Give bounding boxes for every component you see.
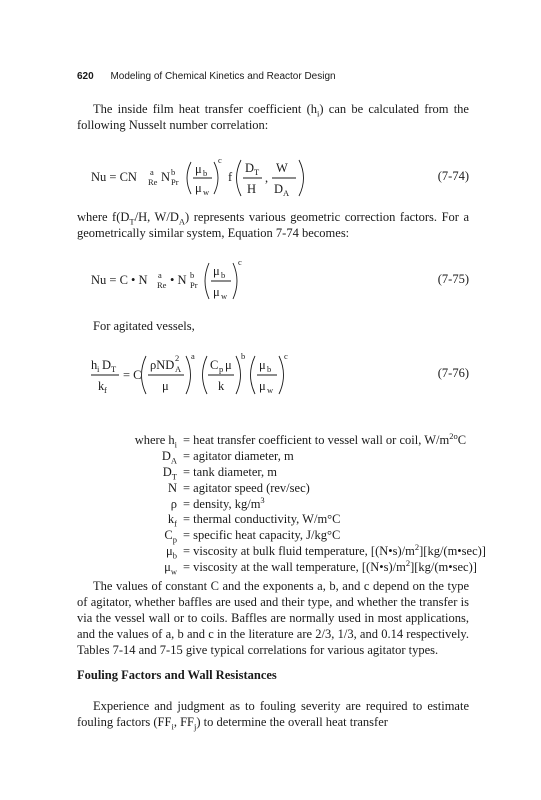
nomenclature-row bbox=[77, 512, 477, 528]
eq76-sub-f: f bbox=[104, 385, 107, 395]
text-run: Experience and judgment as to fouling severity are required to estimate fouling factors (FF bbox=[77, 699, 469, 729]
nomenclature-symbol bbox=[77, 544, 177, 560]
symbol-letter: k bbox=[167, 512, 175, 527]
eq76-exp-a: a bbox=[191, 351, 195, 361]
eq75-sub-pr: Pr bbox=[190, 280, 198, 290]
running-title: Modeling of Chemical Kinetics and Reactor Design bbox=[110, 71, 336, 82]
eq74-lhs: Nu = CN bbox=[91, 170, 137, 184]
text-run: The inside film heat transfer coefficient (h bbox=[93, 102, 318, 116]
eq76-sub-b: b bbox=[267, 364, 272, 374]
nomenclature-symbol bbox=[77, 465, 177, 481]
equation-number-7-76: (7-76) bbox=[437, 366, 469, 380]
equation-7-74 bbox=[77, 152, 469, 202]
symbol-letter: ρ bbox=[170, 496, 177, 511]
eq75-sub-re: Re bbox=[157, 280, 167, 290]
nomenclature-definition bbox=[183, 512, 341, 528]
symbol-subscript: b bbox=[172, 550, 177, 561]
nomenclature-row bbox=[77, 557, 477, 577]
eq76-rhond: ρND bbox=[150, 358, 175, 372]
nomenclature-definition bbox=[183, 557, 477, 576]
eq76-sub-t: T bbox=[111, 364, 117, 374]
symbol-letter: C bbox=[164, 528, 173, 543]
eq75-exp-b: b bbox=[190, 270, 195, 280]
symbol-subscript: i bbox=[174, 439, 177, 450]
nomenclature-row bbox=[77, 494, 477, 513]
eq76-h: h bbox=[91, 358, 98, 372]
eq75-exp-a: a bbox=[158, 270, 162, 280]
symbol-subscript: T bbox=[171, 471, 177, 482]
eq74-sub-pr: Pr bbox=[171, 177, 179, 187]
eq76-mu-num: μ bbox=[225, 358, 232, 372]
eq76-exp-b: b bbox=[241, 351, 246, 361]
paragraph-geometric bbox=[77, 209, 469, 241]
eq76-paren-right-1 bbox=[186, 356, 191, 394]
eq76-k: k bbox=[98, 379, 105, 393]
symbol-subscript: p bbox=[172, 534, 177, 545]
where-word: where bbox=[134, 433, 169, 447]
eq76-d: D bbox=[102, 358, 112, 372]
eq74-paren-left-1 bbox=[187, 162, 191, 194]
eq74-paren-right-2 bbox=[299, 160, 304, 196]
eq75-sub-w: w bbox=[221, 291, 228, 301]
text-run: ) represents various geometric correction factors. For a geometrically similar system, Equation 7-74 becomes: bbox=[77, 210, 470, 240]
eq74-sub-b: b bbox=[203, 168, 208, 178]
running-header bbox=[77, 71, 477, 82]
eq76-eq-c: = C bbox=[123, 368, 142, 382]
text-run: = agitator diameter, m bbox=[183, 448, 294, 463]
text-run: , FF bbox=[173, 715, 194, 729]
equation-7-76-svg bbox=[91, 349, 331, 401]
eq76-mu-den-1: μ bbox=[162, 379, 169, 393]
eq75-mu-num: μ bbox=[213, 264, 220, 278]
superscript: 3 bbox=[260, 494, 265, 505]
symbol-subscript: A bbox=[170, 455, 177, 466]
eq74-f: f bbox=[228, 170, 233, 184]
section-heading: Fouling Factors and Wall Resistances bbox=[77, 668, 277, 682]
eq74-sub-t: T bbox=[254, 167, 260, 177]
symbol-letter: D bbox=[162, 464, 172, 479]
equation-number-7-75: (7-75) bbox=[437, 272, 469, 286]
nomenclature-row bbox=[77, 481, 477, 497]
eq76-paren-right-2 bbox=[236, 356, 241, 394]
eq74-sub-w: w bbox=[203, 187, 210, 197]
nomenclature-definition bbox=[183, 494, 265, 513]
page-number: 620 bbox=[77, 71, 94, 82]
nomenclature-symbol bbox=[77, 449, 177, 465]
eq74-da: D bbox=[274, 182, 284, 196]
eq75-sub-b: b bbox=[221, 270, 226, 280]
text-run: /H, W/D bbox=[134, 210, 179, 224]
nomenclature-definition bbox=[183, 528, 340, 544]
equation-number-7-74: (7-74) bbox=[437, 169, 469, 183]
nomenclature-row bbox=[77, 542, 486, 561]
superscript: 2o bbox=[449, 430, 458, 441]
text-run: C bbox=[457, 433, 467, 447]
eq76-sq: 2 bbox=[175, 353, 180, 363]
eq74-w: W bbox=[276, 161, 288, 175]
text-run: = agitator speed (rev/sec) bbox=[183, 480, 310, 495]
subscript: j bbox=[193, 721, 197, 732]
eq76-paren-left-1 bbox=[142, 356, 147, 394]
eq74-exp-c: c bbox=[218, 155, 222, 165]
symbol-letter: N bbox=[167, 480, 177, 495]
eq76-mu-b: μ bbox=[259, 358, 266, 372]
eq75-paren-left bbox=[205, 263, 209, 299]
nomenclature-symbol bbox=[77, 433, 177, 449]
eq75-paren-right bbox=[233, 263, 237, 299]
eq76-cp: C bbox=[210, 358, 219, 372]
paragraph-intro bbox=[77, 101, 469, 133]
nomenclature-row bbox=[77, 449, 477, 465]
text-run: = specific heat capacity, J/kg°C bbox=[183, 528, 341, 543]
eq76-sub-i: i bbox=[97, 364, 100, 374]
eq74-mu-den: μ bbox=[195, 181, 202, 195]
eq75-mu-den: μ bbox=[213, 285, 220, 299]
nomenclature-list bbox=[77, 430, 486, 577]
nomenclature-row bbox=[77, 430, 477, 450]
eq76-sub-p: p bbox=[219, 364, 224, 374]
subscript: T bbox=[129, 216, 135, 227]
text-run: = thermal conductivity, W/m°C bbox=[183, 512, 341, 527]
eq74-n: N bbox=[161, 170, 171, 184]
nomenclature-definition bbox=[183, 449, 294, 465]
eq74-exp-b: b bbox=[171, 167, 176, 177]
nomenclature-symbol bbox=[77, 560, 177, 576]
symbol-subscript: w bbox=[170, 566, 177, 577]
symbol-letter: D bbox=[161, 448, 171, 463]
eq75-lhs: Nu = C • N bbox=[91, 273, 148, 287]
eq76-sub-a: A bbox=[175, 364, 182, 374]
paragraph-fouling bbox=[77, 698, 469, 730]
nomenclature-symbol bbox=[77, 481, 177, 497]
superscript: 2 bbox=[414, 542, 420, 553]
text-run: ][kg/(m•sec)] bbox=[419, 544, 486, 559]
text-run: = tank diameter, m bbox=[183, 464, 278, 479]
equation-7-76 bbox=[77, 349, 469, 399]
text-run: where f(D bbox=[77, 210, 130, 224]
subscript: A bbox=[178, 216, 185, 227]
eq74-h: H bbox=[247, 182, 257, 196]
eq76-k-den: k bbox=[218, 379, 225, 393]
eq74-paren-left-2 bbox=[237, 160, 242, 196]
equation-7-74-svg bbox=[91, 152, 351, 202]
eq76-sub-w: w bbox=[267, 385, 274, 395]
eq76-exp-c: c bbox=[284, 351, 288, 361]
eq75-dot-n: • N bbox=[170, 273, 187, 287]
equation-7-76-body bbox=[91, 349, 331, 399]
nomenclature-definition bbox=[183, 430, 467, 449]
nomenclature-definition bbox=[183, 544, 486, 560]
equation-7-74-body bbox=[91, 152, 351, 202]
nomenclature-symbol bbox=[77, 497, 177, 513]
nomenclature-row bbox=[77, 465, 477, 481]
eq75-exp-c: c bbox=[238, 257, 242, 267]
eq74-exp-a: a bbox=[150, 167, 154, 177]
eq74-dt: D bbox=[245, 161, 255, 175]
eq76-mu-w: μ bbox=[259, 379, 266, 393]
eq74-mu-num: μ bbox=[195, 162, 202, 176]
subscript: i bbox=[171, 721, 174, 732]
paragraph-exponents: The values of constant C and the exponents a, b, and c depend on the type of agitator, whether baffles are used and their type, and whether the transfer is via the vessel wall or to coils. Baffles are normally used in most applications, and the values of a, b and c in the literature are 2/3, 1/3, and 0.14 respectively. Tables 7-14 and 7-15 give typical correlations for various agitator types. bbox=[77, 579, 469, 657]
nomenclature-symbol bbox=[77, 528, 177, 544]
eq74-sub-a: A bbox=[283, 188, 290, 198]
eq74-sub-re: Re bbox=[148, 177, 158, 187]
text-run: = heat transfer coefficient to vessel wall or coil, W/m bbox=[183, 433, 450, 447]
text-run: = density, kg/m bbox=[183, 496, 261, 511]
equation-7-75 bbox=[77, 255, 469, 305]
symbol-letter: μ bbox=[164, 560, 171, 575]
paragraph-agitated: For agitated vessels, bbox=[93, 319, 195, 333]
symbol-letter: h bbox=[168, 433, 175, 447]
symbol-subscript: f bbox=[174, 518, 177, 529]
equation-7-75-svg bbox=[91, 255, 291, 305]
eq74-paren-right-1 bbox=[214, 162, 218, 194]
superscript: 2 bbox=[405, 557, 411, 568]
text-run: ][kg/(m•sec)] bbox=[410, 560, 477, 575]
text-run: = viscosity at the wall temperature, [(N•s)/m bbox=[183, 560, 406, 575]
nomenclature-definition bbox=[183, 465, 277, 481]
nomenclature-definition bbox=[183, 481, 310, 497]
eq74-comma: , bbox=[265, 171, 269, 185]
subscript: i bbox=[317, 108, 320, 119]
text-run: = viscosity at bulk fluid temperature, [(N•s)/m bbox=[183, 544, 415, 559]
nomenclature-symbol bbox=[77, 512, 177, 528]
eq76-paren-right-3 bbox=[279, 356, 284, 394]
text-run: ) can be calculated from the following Nusselt number correlation: bbox=[77, 102, 469, 132]
text-run: ) to determine the overall heat transfer bbox=[196, 715, 388, 729]
symbol-letter: μ bbox=[166, 544, 173, 559]
eq76-paren-left-3 bbox=[251, 356, 256, 394]
eq76-paren-left-2 bbox=[203, 356, 208, 394]
equation-7-75-body bbox=[91, 255, 291, 305]
